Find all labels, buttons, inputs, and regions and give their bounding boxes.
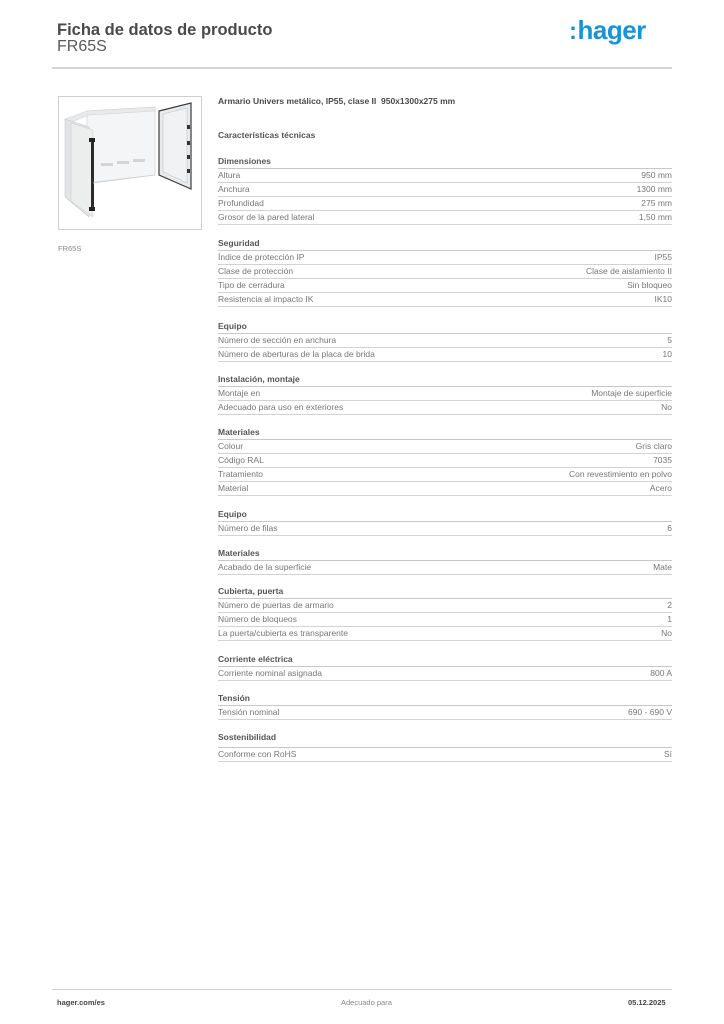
spec-label: Altura xyxy=(218,170,241,180)
spec-row xyxy=(218,454,672,468)
spec-row xyxy=(218,613,672,627)
footer-center-text: Adecuado para xyxy=(341,998,392,1007)
spec-value: 1,50 mm xyxy=(638,212,672,222)
spec-value: 690 - 690 V xyxy=(628,707,672,717)
spec-label: Clase de protección xyxy=(218,266,294,276)
spec-label: Número de bloqueos xyxy=(218,614,297,624)
spec-value: 7035 xyxy=(653,455,672,465)
spec-value: 800 A xyxy=(650,668,672,678)
spec-label: Montaje en xyxy=(218,388,261,398)
section-title: Dimensiones xyxy=(218,155,672,169)
spec-label: Resistencia al impacto IK xyxy=(218,294,314,304)
spec-row xyxy=(218,211,672,225)
section-title: Sostenibilidad xyxy=(218,731,672,748)
spec-label: Número de sección en anchura xyxy=(218,335,337,345)
spec-label: Adecuado para uso en exteriores xyxy=(218,402,344,412)
section-title: Cubierta, puerta xyxy=(218,585,672,599)
spec-label: Anchura xyxy=(218,184,250,194)
spec-label: Código RAL xyxy=(218,455,264,465)
spec-label: La puerta/cubierta es transparente xyxy=(218,628,348,638)
section-seguridad xyxy=(218,237,672,307)
spec-row xyxy=(218,387,672,401)
spec-label: Grosor de la pared lateral xyxy=(218,212,315,222)
section-cubierta-puerta xyxy=(218,585,672,641)
section-title: Equipo xyxy=(218,320,672,334)
spec-label: Acabado de la superficie xyxy=(218,562,312,572)
spec-value: 6 xyxy=(667,523,672,533)
section-sostenibilidad xyxy=(218,731,672,762)
spec-row xyxy=(218,482,672,496)
spec-row xyxy=(218,468,672,482)
product-image xyxy=(58,96,202,230)
footer-website-link[interactable]: hager.com/es xyxy=(57,998,105,1007)
spec-label: Tensión nominal xyxy=(218,707,280,717)
footer-date: 05.12.2025 xyxy=(628,998,666,1007)
spec-value: 1300 mm xyxy=(636,184,672,194)
spec-label: Índice de protección IP xyxy=(218,252,305,262)
spec-label: Conforme con RoHS xyxy=(218,749,297,759)
spec-label: Profundidad xyxy=(218,198,264,208)
spec-row xyxy=(218,522,672,536)
spec-row xyxy=(218,279,672,293)
spec-value: Sí xyxy=(663,749,672,759)
spec-label: Corriente nominal asignada xyxy=(218,668,322,678)
spec-value: Montaje de superficie xyxy=(591,388,672,398)
spec-row xyxy=(218,265,672,279)
spec-label: Tipo de cerradura xyxy=(218,280,285,290)
spec-label: Material xyxy=(218,483,249,493)
section-title: Equipo xyxy=(218,508,672,522)
spec-value: Gris claro xyxy=(635,441,672,451)
spec-value: IP55 xyxy=(654,252,672,262)
spec-row xyxy=(218,334,672,348)
section-title: Materiales xyxy=(218,547,672,561)
spec-row xyxy=(218,197,672,211)
spec-value: 1 xyxy=(667,614,672,624)
spec-value: 950 mm xyxy=(641,170,672,180)
hager-logo xyxy=(569,15,646,46)
spec-value: 2 xyxy=(667,600,672,610)
spec-row xyxy=(218,706,672,720)
spec-value: Con revestimiento en polvo xyxy=(568,469,672,479)
section-dimensiones xyxy=(218,155,672,225)
spec-value: No xyxy=(661,402,672,412)
section-title: Materiales xyxy=(218,426,672,440)
section-corriente-electrica xyxy=(218,653,672,681)
spec-row xyxy=(218,440,672,454)
product-code: FR65S xyxy=(57,38,107,55)
spec-row xyxy=(218,748,672,762)
section-title: Corriente eléctrica xyxy=(218,653,672,667)
spec-row xyxy=(218,667,672,681)
spec-row xyxy=(218,293,672,307)
technical-characteristics-heading: Características técnicas xyxy=(218,130,316,140)
section-tension xyxy=(218,692,672,720)
spec-value: IK10 xyxy=(654,294,672,304)
spec-label: Tratamiento xyxy=(218,469,264,479)
spec-value: No xyxy=(661,628,672,638)
section-instalacion-montaje xyxy=(218,373,672,415)
document-title: Ficha de datos de producto xyxy=(57,21,273,39)
spec-label: Colour xyxy=(218,441,244,451)
spec-label: Número de puertas de armario xyxy=(218,600,334,610)
section-materiales-acabado xyxy=(218,547,672,575)
spec-value: 275 mm xyxy=(641,198,672,208)
spec-value: Mate xyxy=(653,562,672,572)
logo-colon-icon: : xyxy=(569,18,577,45)
spec-row xyxy=(218,251,672,265)
spec-value: Acero xyxy=(649,483,672,493)
spec-value: 10 xyxy=(662,349,672,359)
header-divider xyxy=(52,67,672,69)
image-caption: FR65S xyxy=(58,244,82,253)
spec-value: Sin bloqueo xyxy=(627,280,672,290)
spec-label: Número de aberturas de la placa de brida xyxy=(218,349,375,359)
spec-label: Número de filas xyxy=(218,523,278,533)
spec-row xyxy=(218,599,672,613)
cabinet-illustration-icon xyxy=(59,97,201,229)
spec-row xyxy=(218,561,672,575)
section-title: Tensión xyxy=(218,692,672,706)
spec-row xyxy=(218,348,672,362)
footer-divider xyxy=(52,989,672,990)
section-title: Seguridad xyxy=(218,237,672,251)
spec-row xyxy=(218,169,672,183)
section-equipo xyxy=(218,320,672,362)
spec-value: Clase de aislamiento II xyxy=(586,266,672,276)
section-materiales xyxy=(218,426,672,496)
product-description: Armario Univers metálico, IP55, clase II 950x1300x275 mm xyxy=(218,96,456,106)
spec-value: 5 xyxy=(667,335,672,345)
logo-text: hager xyxy=(577,15,646,45)
section-equipo-filas xyxy=(218,508,672,536)
spec-row xyxy=(218,183,672,197)
spec-row xyxy=(218,627,672,641)
section-title: Instalación, montaje xyxy=(218,373,672,387)
spec-row xyxy=(218,401,672,415)
